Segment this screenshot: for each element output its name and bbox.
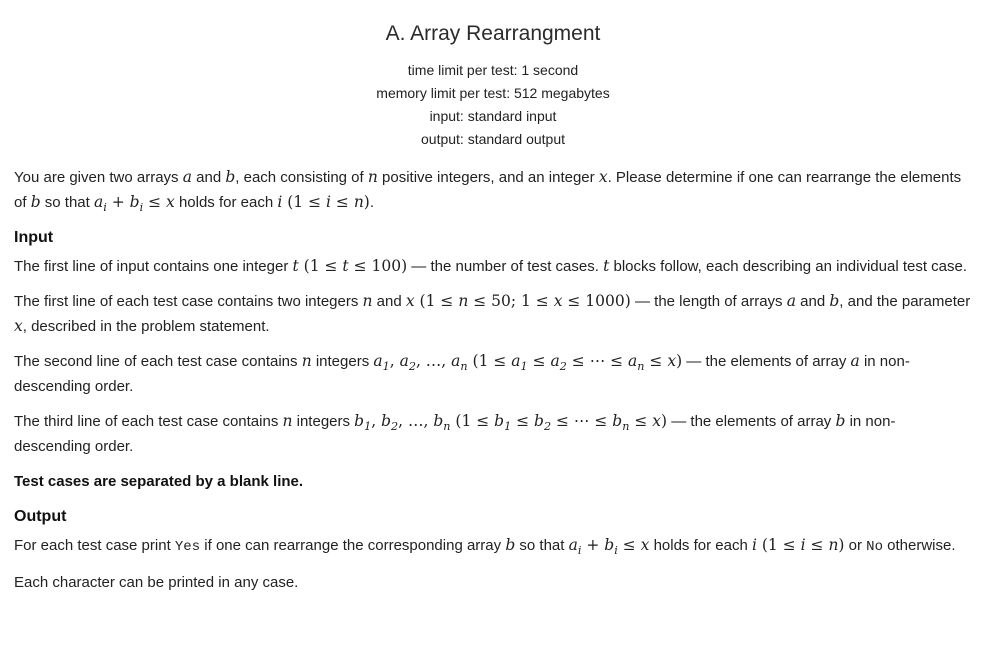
paragraph: The first line of input contains one integer t (1 ≤ t ≤ 100) — the number of test cases. t blocks follow, each describing an individual test case. — [14, 257, 968, 275]
math-expression: b — [835, 412, 846, 430]
paragraph: For each test case print Yes if one can rearrange the corresponding array b so that $a_i + b_i \le x$ holds for each i (1 ≤ i ≤ n) or No otherwise. — [14, 536, 956, 558]
math-expression: $a_i + b_i \le x$ — [568, 536, 650, 558]
paragraph: The first line of each test case contains two integers n and x (1 ≤ n ≤ 50; 1 ≤ x ≤ 1000) — the length of arrays a and b, and the parameter x, described in the problem statement. — [14, 292, 971, 335]
math-expression: $b_1$, $b_2$, …, $b_n$ ($1 \le b_1 \le b_2$ ≤ ⋯ ≤ $b_n \le x$) — [354, 412, 668, 434]
code-token: No — [866, 539, 883, 555]
math-expression: $a_i + b_i \le x$ — [94, 193, 175, 215]
output-spec: output: standard output — [421, 131, 565, 147]
math-expression: x (1 ≤ n ≤ 50; 1 ≤ x ≤ 1000) — [405, 292, 631, 310]
problem-meta — [14, 59, 972, 151]
section-heading-output: Output — [14, 508, 67, 525]
bold-note: Test cases are separated by a blank line. — [14, 473, 304, 490]
paragraph — [14, 469, 972, 494]
math-expression: x — [14, 317, 23, 335]
math-expression: b — [505, 536, 516, 554]
memory-limit: memory limit per test: 512 megabytes — [376, 85, 610, 101]
math-expression: b — [829, 292, 840, 310]
paragraph: Each character can be printed in any case. — [14, 574, 299, 591]
paragraph: You are given two arrays a and b, each consisting of n positive integers, and an integer x. Please determine if one can rearrange the elements of b so that $a_i + b_i \le x$ holds for each i (1 ≤ i ≤ n). — [14, 168, 962, 215]
math-expression: n — [367, 168, 378, 186]
math-expression: t (1 ≤ t ≤ 100) — [292, 257, 408, 275]
statement-body — [14, 165, 972, 595]
input-spec: input: standard input — [429, 108, 557, 124]
math-expression: x — [598, 168, 608, 186]
math-expression: $a_1$, $a_2$, …, $a_n$ ($1 \le a_1 \le a_2$ ≤ ⋯ ≤ $a_n \le x$) — [373, 352, 683, 374]
math-expression: a — [182, 168, 192, 186]
math-expression: b — [225, 168, 236, 186]
math-expression: n — [282, 412, 293, 430]
math-expression: n — [301, 352, 312, 370]
math-expression: i (1 ≤ i ≤ n) — [751, 536, 845, 554]
section-heading-input: Input — [14, 229, 54, 246]
math-expression: i (1 ≤ i ≤ n) — [277, 193, 370, 211]
paragraph: The second line of each test case contains n integers $a_1$, $a_2$, …, $a_n$ ($1 \le a_1 \le a_2$ ≤ ⋯ ≤ $a_n \le x$) — the elements of array a in non-descending order. — [14, 352, 910, 395]
paragraph: The third line of each test case contains n integers $b_1$, $b_2$, …, $b_n$ ($1 \le b_1 \le b_2$ ≤ ⋯ ≤ $b_n \le x$) — the elements of array b in non-descending order. — [14, 412, 896, 455]
math-expression: a — [786, 292, 796, 310]
time-limit: time limit per test: 1 second — [407, 62, 579, 78]
problem-title: A. Array Rearrangment — [385, 22, 601, 45]
math-expression: a — [850, 352, 860, 370]
math-expression: n — [362, 292, 373, 310]
code-token: Yes — [174, 539, 201, 555]
math-expression: b — [30, 193, 41, 211]
math-expression: t — [603, 257, 610, 275]
